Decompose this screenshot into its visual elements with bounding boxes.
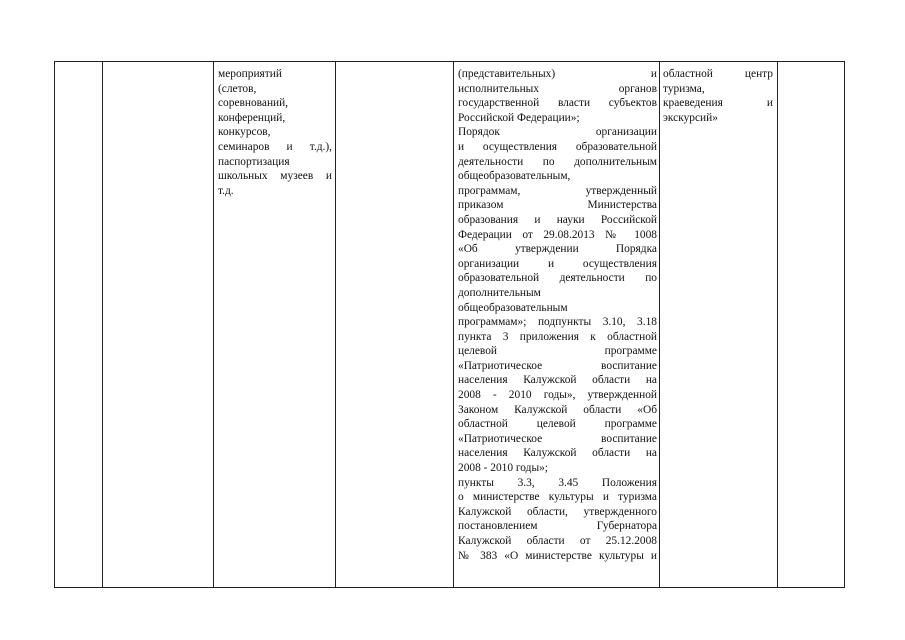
table-cell-col1 — [55, 62, 103, 588]
document-table — [54, 61, 845, 588]
table-cell-col4 — [336, 62, 454, 588]
text-line: государственной власти субъектов — [458, 97, 657, 110]
text-line: Порядок организации — [458, 126, 657, 139]
text-line: областной целевой программе — [458, 418, 657, 431]
activities-text — [214, 62, 335, 198]
table-cell-col7 — [778, 62, 845, 588]
text-line: пункта 3 приложения к областной — [458, 330, 657, 343]
text-line: организации и осуществления — [458, 257, 657, 270]
text-line: школьных музеев и — [218, 170, 332, 183]
text-line: конференций, — [218, 111, 286, 124]
text-line: дополнительным — [458, 286, 541, 299]
text-line: областной центр — [663, 68, 773, 80]
text-line: семинаров и т.д.), — [218, 140, 332, 153]
text-line: туризма, — [663, 82, 705, 95]
text-line: «Патриотическое воспитание — [458, 432, 657, 445]
text-line: о министерстве культуры и туризма — [458, 491, 657, 504]
text-line: программам, утвержденный — [458, 184, 657, 197]
text-line: № 383 «О министерстве культуры и — [458, 549, 657, 562]
text-line: Российской Федерации»; — [458, 111, 580, 124]
text-line: паспортизация — [218, 155, 290, 168]
text-line: деятельности по дополнительным — [458, 155, 657, 168]
table-cell-activities — [214, 62, 336, 588]
text-line: 2008 - 2010 годы», утвержденной — [458, 389, 657, 402]
text-line: Калужской области от 25.12.2008 — [458, 535, 657, 547]
text-line: соревнований, — [218, 97, 289, 110]
text-line: и осуществления образовательной — [458, 140, 657, 153]
text-line: мероприятий — [218, 68, 282, 80]
table-cell-legal-basis — [454, 62, 660, 588]
text-line: «Патриотическое воспитание — [458, 359, 657, 372]
legal-basis-text — [454, 62, 659, 563]
text-line: приказом Министерства — [458, 199, 657, 212]
table-cell-responsible — [660, 62, 778, 588]
text-line: населения Калужской области на — [458, 447, 657, 460]
text-line: «Об утверждении Порядка — [458, 243, 657, 256]
text-line: экскурсий» — [663, 111, 718, 124]
text-line: Федерации от 29.08.2013 № 1008 — [458, 228, 657, 241]
responsible-org-text — [660, 62, 777, 125]
text-line: (представительных) и — [458, 68, 657, 80]
text-line: конкурсов, — [218, 126, 271, 139]
table-cell-col2 — [103, 62, 214, 588]
text-line: общеобразовательным — [458, 301, 568, 314]
text-line: (слетов, — [218, 82, 257, 95]
text-line: населения Калужской области на — [458, 374, 657, 387]
text-line: образовательной деятельности по — [458, 272, 657, 285]
text-line: общеобразовательным, — [458, 170, 571, 183]
text-line: целевой программе — [458, 345, 657, 358]
text-line: исполнительных органов — [458, 82, 657, 95]
text-line: Калужской области, утвержденного — [458, 505, 657, 518]
text-line: 2008 - 2010 годы»; — [458, 462, 548, 475]
text-line: т.д. — [218, 184, 234, 197]
text-line: образования и науки Российской — [458, 213, 657, 226]
text-line: Законом Калужской области «Об — [458, 403, 657, 416]
text-line: краеведения и — [663, 97, 773, 110]
text-line: программам»; подпункты 3.10, 3.18 — [458, 316, 657, 329]
text-line: постановлением Губернатора — [458, 520, 657, 533]
table-row — [55, 62, 845, 588]
text-line: пункты 3.3, 3.45 Положения — [458, 476, 657, 489]
